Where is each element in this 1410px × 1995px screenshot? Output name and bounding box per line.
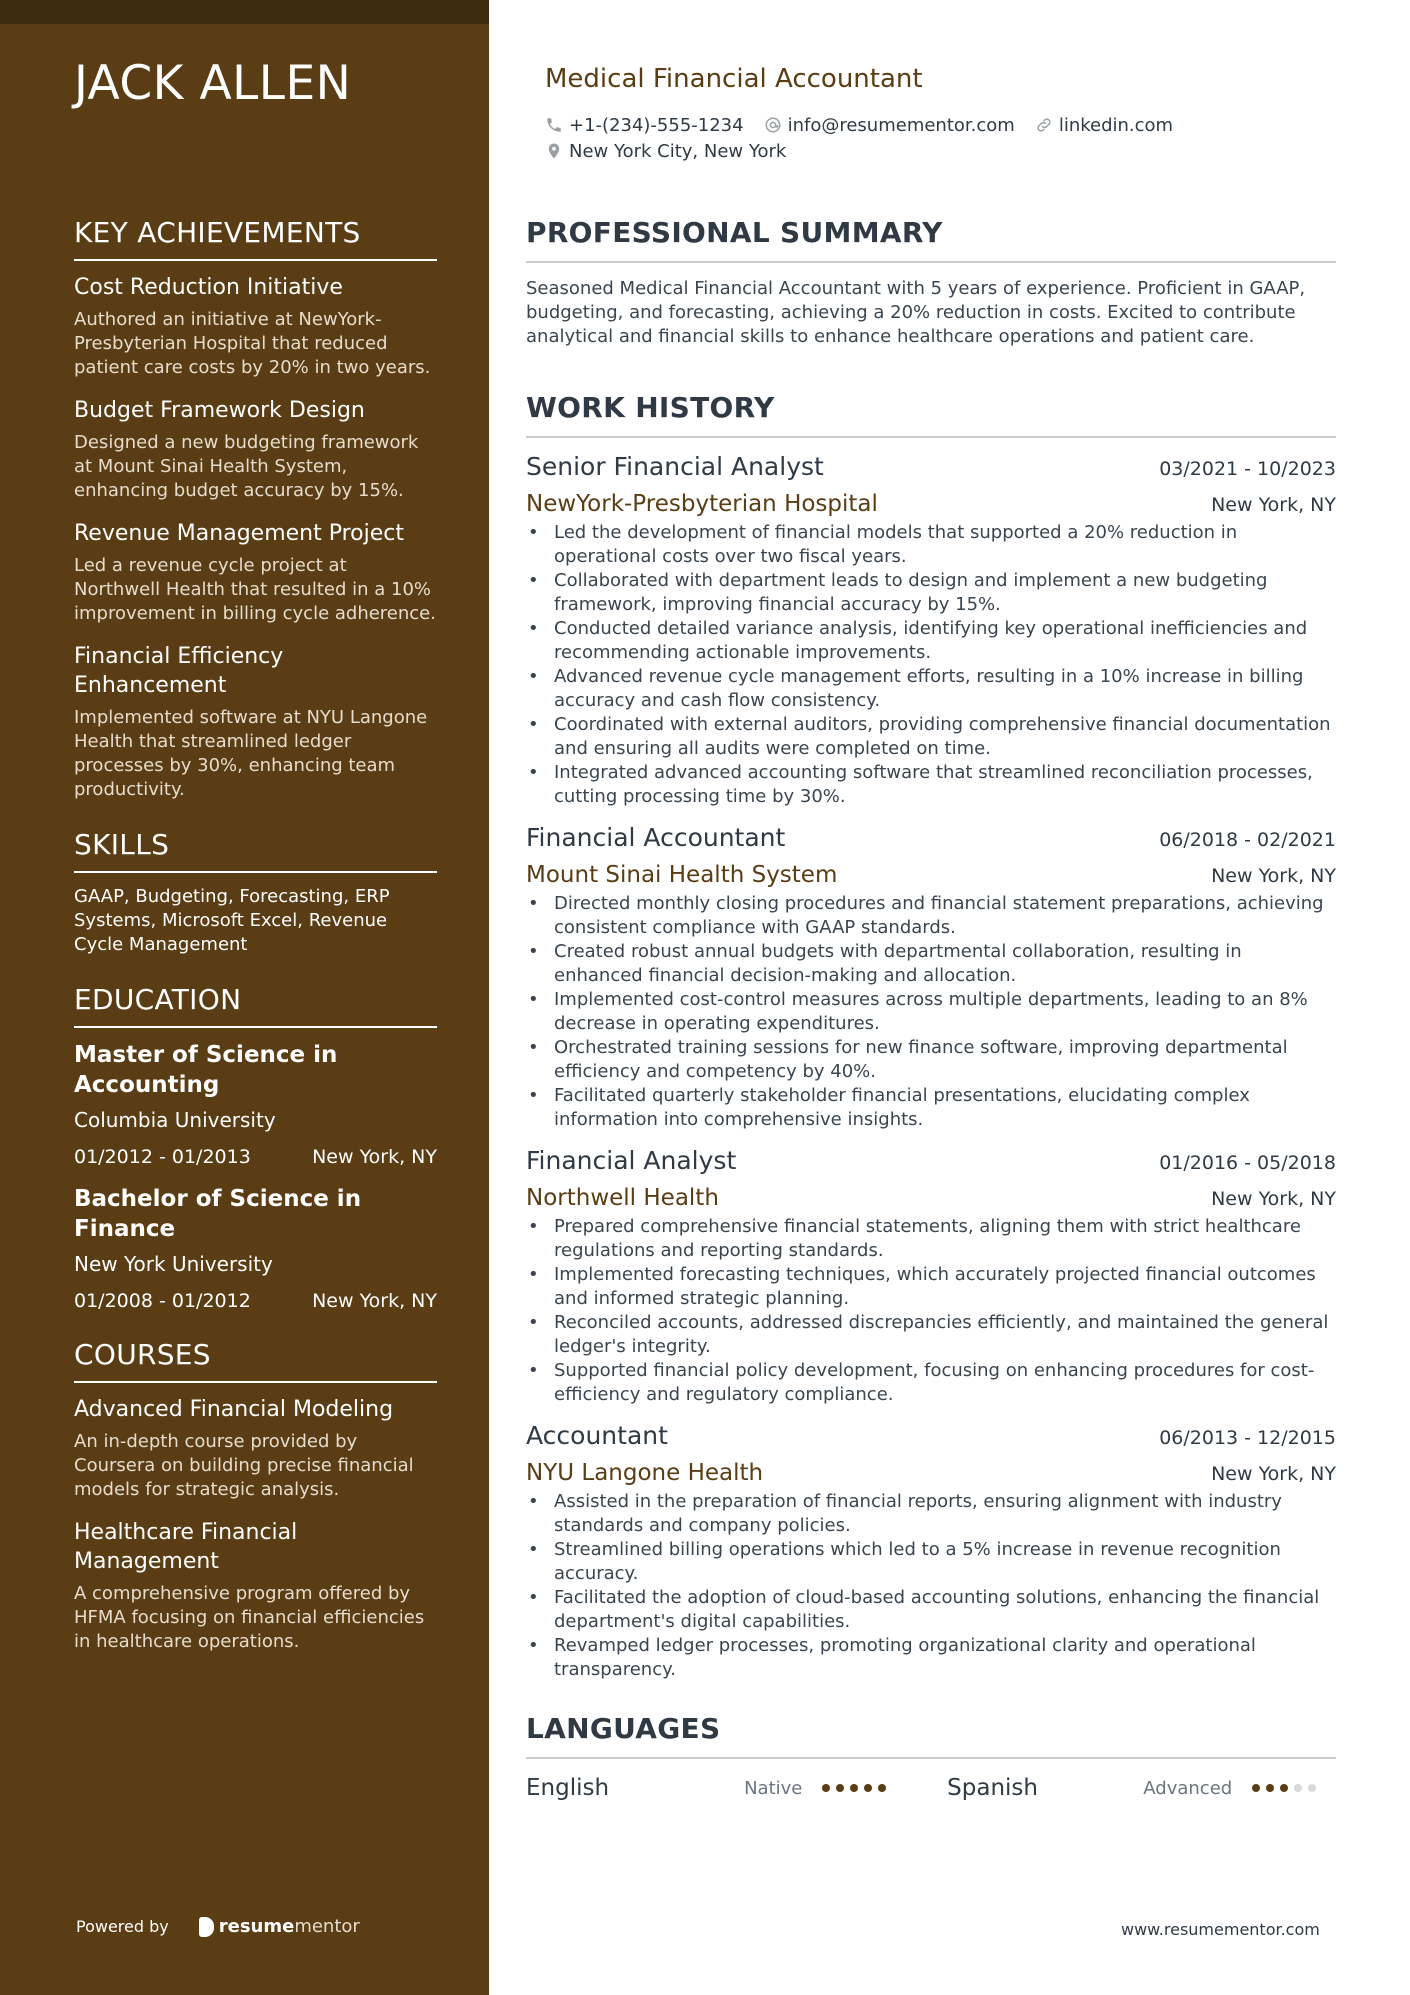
education-school: Columbia University <box>74 1108 276 1132</box>
proficiency-dot <box>850 1784 858 1792</box>
proficiency-dot <box>1294 1784 1302 1792</box>
location-text: New York City, New York <box>569 140 787 162</box>
job-bullet: • Revamped ledger processes, promoting organizational clarity and operational transparency. <box>526 1634 1336 1682</box>
education-meta <box>74 1290 437 1312</box>
achievement-title: Cost Reduction Initiative <box>74 275 343 300</box>
job-bullet: • Directed monthly closing procedures and financial statement preparations, achieving consistent compliance with GAAP standards. <box>526 892 1336 940</box>
job-entry <box>526 1146 1336 1407</box>
language-proficiency-dots <box>822 1784 906 1792</box>
work-history-section <box>526 391 1336 1682</box>
achievement-title: Budget Framework Design <box>74 398 365 423</box>
summary-section <box>526 216 1336 349</box>
job-header-row <box>526 823 1336 852</box>
job-bullet: • Conducted detailed variance analysis, identifying key operational inefficiencies and recommending actionable improvements. <box>526 617 1336 665</box>
education-location: New York, NY <box>312 1290 437 1312</box>
education-section <box>74 983 437 1312</box>
achievement-desc: Authored an initiative at NewYork-Presbyterian Hospital that reduced patient care costs by 20% in two years. <box>74 309 431 378</box>
achievement-desc: Designed a new budgeting framework at Mount Sinai Health System, enhancing budget accuracy by 15%. <box>74 432 419 501</box>
job-org-row <box>526 1175 1336 1211</box>
contact-email[interactable] <box>764 115 1015 136</box>
summary-heading: PROFESSIONAL SUMMARY <box>526 216 1336 263</box>
skills-heading: SKILLS <box>74 828 437 873</box>
course-title: Healthcare Financial Management <box>74 1520 298 1574</box>
job-bullet: • Facilitated the adoption of cloud-based accounting solutions, enhancing the financial department's digital capabilities. <box>526 1586 1336 1634</box>
job-entry <box>526 1421 1336 1682</box>
job-bullets <box>526 1215 1336 1407</box>
summary-text: Seasoned Medical Financial Accountant with 5 years of experience. Proficient in GAAP, budgeting, and forecasting, achieving a 20% reduction in costs. Excited to contribute analytical and financial skills to enhance healthcare operations and patient care. <box>526 278 1306 347</box>
achievement-item <box>74 642 437 802</box>
languages-row <box>526 1773 1336 1803</box>
contact-linkedin[interactable] <box>1035 115 1173 136</box>
job-dates: 06/2013 - 12/2015 <box>1159 1427 1336 1449</box>
contact-phone[interactable] <box>545 115 744 136</box>
education-dates: 01/2012 - 01/2013 <box>74 1146 251 1168</box>
job-dates: 03/2021 - 10/2023 <box>1159 458 1336 480</box>
job-location: New York, NY <box>1211 1463 1336 1485</box>
course-desc: An in-depth course provided by Coursera on building precise financial models for strategic analysis. <box>74 1431 414 1500</box>
main-content <box>526 216 1336 1803</box>
language-name: English <box>526 1775 610 1801</box>
language-proficiency-dots <box>1252 1784 1336 1792</box>
language-level: Native <box>744 1777 803 1799</box>
email-text: info@resumementor.com <box>787 114 1015 136</box>
proficiency-dot <box>836 1784 844 1792</box>
job-dates: 01/2016 - 05/2018 <box>1159 1152 1336 1174</box>
sidebar <box>0 0 489 1995</box>
languages-section <box>526 1712 1336 1803</box>
contact-info <box>545 112 1245 164</box>
powered-by-label: Powered by <box>76 1917 169 1936</box>
achievements-section <box>74 216 437 802</box>
job-organization: NYU Langone Health <box>526 1460 764 1486</box>
education-degree: Bachelor of Science in Finance <box>74 1186 362 1242</box>
achievement-item <box>74 396 437 503</box>
contact-row-1 <box>545 112 1245 138</box>
at-icon <box>764 116 782 134</box>
job-org-row <box>526 852 1336 888</box>
job-bullet: • Coordinated with external auditors, providing comprehensive financial documentation and ensuring all audits were completed on time. <box>526 713 1336 761</box>
job-role: Financial Accountant <box>526 823 786 852</box>
proficiency-dot <box>1252 1784 1260 1792</box>
language-level: Advanced <box>1143 1777 1233 1799</box>
job-header-row <box>526 1421 1336 1450</box>
job-bullet: • Prepared comprehensive financial statements, aligning them with strict healthcare regulations and reporting standards. <box>526 1215 1336 1263</box>
proficiency-dot <box>878 1784 886 1792</box>
job-title: Medical Financial Accountant <box>545 64 923 94</box>
job-role: Financial Analyst <box>526 1146 737 1175</box>
job-bullet: • Led the development of financial models that supported a 20% reduction in operational costs over two fiscal years. <box>526 521 1336 569</box>
footer-url[interactable]: www.resumementor.com <box>1121 1920 1320 1939</box>
proficiency-dot <box>1308 1784 1316 1792</box>
achievement-item <box>74 273 437 380</box>
course-title: Advanced Financial Modeling <box>74 1397 394 1422</box>
job-role: Senior Financial Analyst <box>526 452 824 481</box>
proficiency-dot <box>1266 1784 1274 1792</box>
job-organization: Mount Sinai Health System <box>526 862 838 888</box>
courses-list <box>74 1395 437 1654</box>
work-history-heading: WORK HISTORY <box>526 391 1336 438</box>
language-name: Spanish <box>947 1775 1038 1801</box>
resumementor-logo[interactable] <box>199 1916 360 1937</box>
logo-text-light: mentor <box>294 1916 360 1937</box>
job-role: Accountant <box>526 1421 668 1450</box>
job-bullet: • Collaborated with department leads to design and implement a new budgeting framework, improving financial accuracy by 15%. <box>526 569 1336 617</box>
job-header-row <box>526 452 1336 481</box>
skills-text: GAAP, Budgeting, Forecasting, ERP Systems, Microsoft Excel, Revenue Cycle Management <box>74 886 390 955</box>
skills-section <box>74 828 437 957</box>
job-location: New York, NY <box>1211 1188 1336 1210</box>
education-degree: Master of Science in Accounting <box>74 1042 338 1098</box>
contact-row-2 <box>545 138 1245 164</box>
job-organization: NewYork-Presbyterian Hospital <box>526 491 878 517</box>
job-entry <box>526 823 1336 1132</box>
job-org-row <box>526 481 1336 517</box>
job-bullet: • Assisted in the preparation of financial reports, ensuring alignment with industry standards and company policies. <box>526 1490 1336 1538</box>
job-dates: 06/2018 - 02/2021 <box>1159 829 1336 851</box>
education-school: New York University <box>74 1252 273 1276</box>
job-location: New York, NY <box>1211 865 1336 887</box>
proficiency-dot <box>864 1784 872 1792</box>
course-item <box>74 1518 437 1654</box>
proficiency-dot <box>1280 1784 1288 1792</box>
courses-section <box>74 1338 437 1654</box>
job-org-row <box>526 1450 1336 1486</box>
sidebar-top-bar <box>0 0 489 24</box>
phone-icon <box>545 116 563 134</box>
job-bullet: • Advanced revenue cycle management efforts, resulting in a 10% increase in billing accuracy and cash flow consistency. <box>526 665 1336 713</box>
job-bullet: • Integrated advanced accounting software that streamlined reconciliation processes, cutting processing time by 30%. <box>526 761 1336 809</box>
logo-text-bold: resume <box>218 1916 295 1937</box>
education-item <box>74 1184 437 1312</box>
job-bullet: • Facilitated quarterly stakeholder financial presentations, elucidating complex information into comprehensive insights. <box>526 1084 1336 1132</box>
location-pin-icon <box>545 142 563 160</box>
achievements-list <box>74 273 437 802</box>
achievement-desc: Implemented software at NYU Langone Health that streamlined ledger processes by 30%, enhancing team productivity. <box>74 707 428 800</box>
job-location: New York, NY <box>1211 494 1336 516</box>
job-header-row <box>526 1146 1336 1175</box>
education-location: New York, NY <box>312 1146 437 1168</box>
achievement-item <box>74 519 437 626</box>
achievements-heading: KEY ACHIEVEMENTS <box>74 216 437 261</box>
education-heading: EDUCATION <box>74 983 437 1028</box>
linkedin-text: linkedin.com <box>1058 114 1174 136</box>
job-bullets <box>526 521 1336 809</box>
education-item <box>74 1040 437 1168</box>
job-bullets <box>526 892 1336 1132</box>
phone-text: +1-(234)-555-1234 <box>569 114 744 136</box>
languages-heading: LANGUAGES <box>526 1712 1336 1759</box>
candidate-name: JACK ALLEN <box>74 56 352 111</box>
education-list <box>74 1040 437 1312</box>
proficiency-dot <box>822 1784 830 1792</box>
powered-by <box>76 1916 360 1937</box>
course-item <box>74 1395 437 1502</box>
achievement-title: Revenue Management Project <box>74 521 404 546</box>
job-entry <box>526 452 1336 809</box>
job-bullet: • Reconciled accounts, addressed discrepancies efficiently, and maintained the general ledger's integrity. <box>526 1311 1336 1359</box>
job-bullets <box>526 1490 1336 1682</box>
courses-heading: COURSES <box>74 1338 437 1383</box>
job-bullet: • Created robust annual budgets with departmental collaboration, resulting in enhanced financial decision-making and allocation. <box>526 940 1336 988</box>
contact-location <box>545 141 786 162</box>
job-bullet: • Implemented forecasting techniques, which accurately projected financial outcomes and informed strategic planning. <box>526 1263 1336 1311</box>
job-bullet: • Streamlined billing operations which led to a 5% increase in revenue recognition accuracy. <box>526 1538 1336 1586</box>
job-bullet: • Orchestrated training sessions for new finance software, improving departmental efficiency and competency by 40%. <box>526 1036 1336 1084</box>
resumementor-logo-icon <box>199 1917 214 1937</box>
education-dates: 01/2008 - 01/2012 <box>74 1290 251 1312</box>
education-meta <box>74 1146 437 1168</box>
sidebar-content <box>74 216 437 1680</box>
achievement-title: Financial Efficiency Enhancement <box>74 644 284 698</box>
job-bullet: • Supported financial policy development, focusing on enhancing procedures for cost-efficiency and regulatory compliance. <box>526 1359 1336 1407</box>
achievement-desc: Led a revenue cycle project at Northwell Health that resulted in a 10% improvement in billing cycle adherence. <box>74 555 436 624</box>
link-icon <box>1035 116 1053 134</box>
job-bullet: • Implemented cost-control measures across multiple departments, leading to an 8% decrease in operating expenditures. <box>526 988 1336 1036</box>
jobs-list <box>526 452 1336 1682</box>
job-organization: Northwell Health <box>526 1185 719 1211</box>
course-desc: A comprehensive program offered by HFMA focusing on financial efficiencies in healthcare operations. <box>74 1583 425 1652</box>
